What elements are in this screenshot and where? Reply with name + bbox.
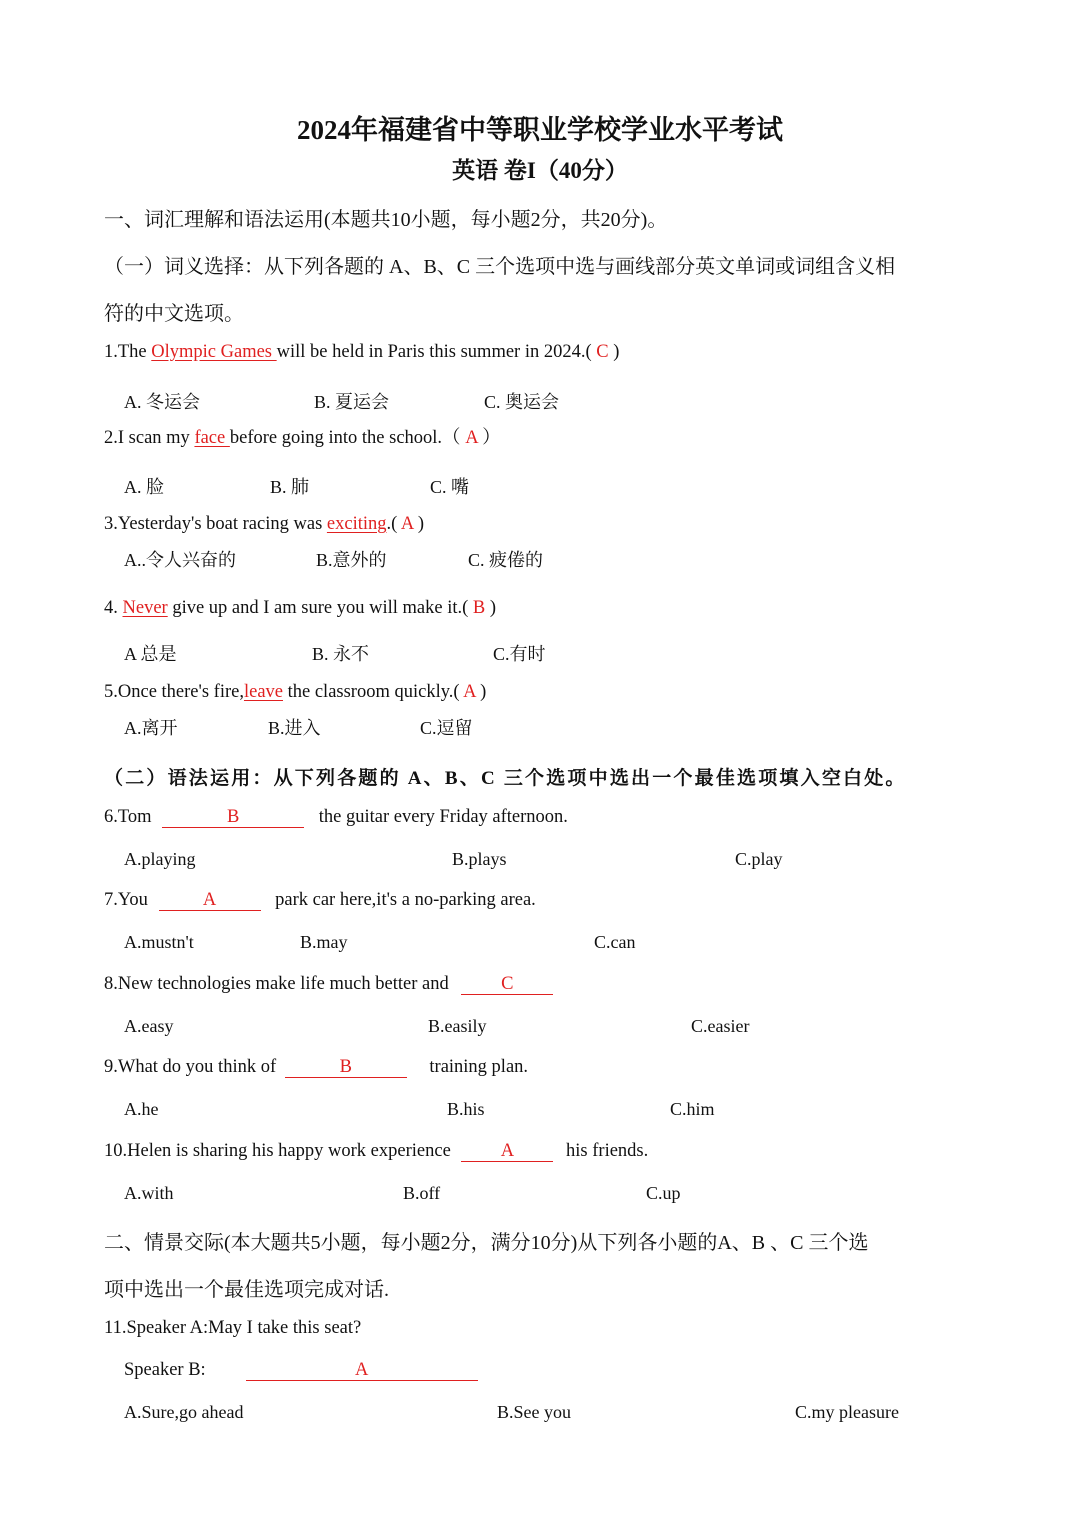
q8-option-c: C.easier bbox=[691, 1016, 750, 1036]
question-8: 8.New technologies make life much better and C bbox=[104, 974, 553, 995]
q9-option-b: B.his bbox=[447, 1099, 485, 1119]
exam-subtitle: 英语 卷I（40分） bbox=[452, 158, 628, 183]
q5-option-a: A.离开 bbox=[124, 718, 178, 738]
q1-answer: C bbox=[596, 342, 609, 362]
q5-underlined-word: leave bbox=[243, 682, 283, 702]
q6-answer-blank: B bbox=[162, 807, 304, 828]
q2-answer: A bbox=[465, 428, 478, 448]
q1-option-c: C. 奥运会 bbox=[484, 392, 560, 412]
q1-option-a: A. 冬运会 bbox=[124, 392, 200, 412]
q9-option-c: C.him bbox=[670, 1099, 715, 1119]
q1-option-b: B. 夏运会 bbox=[314, 392, 390, 412]
q10-option-a: A.with bbox=[124, 1183, 174, 1203]
q11-option-a: A.Sure,go ahead bbox=[124, 1402, 244, 1422]
q2-option-b: B. 肺 bbox=[270, 477, 310, 497]
q4-answer: B bbox=[472, 598, 486, 618]
question-10: 10.Helen is sharing his happy work experience A his friends. bbox=[104, 1141, 649, 1161]
q5-option-c: C.逗留 bbox=[420, 718, 473, 738]
q7-option-b: B.may bbox=[300, 932, 348, 952]
part2-instruction: （二）语法运用：从下列各题的 A、B、C 三个选项中选出一个最佳选项填入空白处。 bbox=[104, 768, 907, 789]
q3-underlined-word: exciting bbox=[326, 514, 387, 534]
q5-answer: A bbox=[463, 682, 476, 702]
section2-heading-line1: 二、情景交际(本大题共5小题，每小题2分，满分10分)从下列各小题的A、B 、C 三个选 bbox=[104, 1232, 869, 1254]
q9-answer-blank: B bbox=[285, 1057, 407, 1078]
q6-option-a: A.playing bbox=[124, 849, 196, 869]
question-7: 7.You A park car here,it's a no-parking area. bbox=[104, 890, 536, 910]
q2-option-a: A. 脸 bbox=[124, 477, 164, 497]
q4-option-c: C.有时 bbox=[493, 644, 546, 664]
q4-option-b: B. 永不 bbox=[312, 644, 370, 664]
q3-answer: A bbox=[400, 514, 414, 534]
question-9: 9.What do you think of B training plan. bbox=[104, 1057, 529, 1077]
question-5: 5.Once there's fire,leave the classroom quickly.( A ) bbox=[104, 682, 487, 702]
q8-option-a: A.easy bbox=[124, 1016, 174, 1036]
q11-answer-blank: A bbox=[246, 1360, 478, 1381]
q11-speaker-b: Speaker B: A bbox=[124, 1360, 478, 1381]
part1-instruction-line1: （一）词义选择：从下列各题的 A、B、C 三个选项中选与画线部分英文单词或词组含义相 bbox=[104, 256, 896, 278]
q3-option-c: C. 疲倦的 bbox=[468, 550, 544, 570]
q8-answer-blank: C bbox=[461, 974, 553, 995]
question-4: 4. Never give up and I am sure you will make it.( B ) bbox=[104, 598, 497, 618]
part1-instruction-line2: 符的中文选项。 bbox=[104, 303, 244, 325]
q10-option-c: C.up bbox=[646, 1183, 681, 1203]
question-11: 11.Speaker A:May I take this seat? bbox=[104, 1318, 362, 1338]
q10-option-b: B.off bbox=[403, 1183, 441, 1203]
q3-option-a: A..令人兴奋的 bbox=[124, 550, 236, 570]
q4-underlined-word: Never bbox=[122, 598, 168, 618]
q2-underlined-word: face bbox=[194, 428, 230, 448]
q2-option-c: C. 嘴 bbox=[430, 477, 470, 497]
q1-underlined-word: Olympic Games bbox=[151, 342, 277, 362]
q11-option-b: B.See you bbox=[497, 1402, 571, 1422]
q6-option-c: C.play bbox=[735, 849, 783, 869]
q10-answer-blank: A bbox=[461, 1141, 553, 1162]
exam-title: 2024年福建省中等职业学校学业水平考试 bbox=[297, 115, 783, 145]
q9-option-a: A.he bbox=[124, 1099, 159, 1119]
section1-heading: 一、词汇理解和语法运用(本题共10小题，每小题2分，共20分)。 bbox=[104, 209, 668, 231]
q8-option-b: B.easily bbox=[428, 1016, 487, 1036]
q11-option-c: C.my pleasure bbox=[795, 1402, 899, 1422]
question-2: 2.I scan my face before going into the school.（ A ） bbox=[104, 428, 501, 448]
section2-heading-line2: 项中选出一个最佳选项完成对话. bbox=[104, 1279, 389, 1301]
question-3: 3.Yesterday's boat racing was exciting.( A ) bbox=[104, 514, 425, 534]
q4-option-a: A 总是 bbox=[124, 644, 177, 664]
question-6: 6.Tom B the guitar every Friday afternoon. bbox=[104, 807, 568, 827]
q7-answer-blank: A bbox=[159, 890, 261, 911]
q6-option-b: B.plays bbox=[452, 849, 507, 869]
q3-option-b: B.意外的 bbox=[316, 550, 387, 570]
q5-option-b: B.进入 bbox=[268, 718, 321, 738]
question-1: 1.The Olympic Games will be held in Paris this summer in 2024.( C ) bbox=[104, 342, 620, 362]
q7-option-a: A.mustn't bbox=[124, 932, 194, 952]
q7-option-c: C.can bbox=[594, 932, 636, 952]
